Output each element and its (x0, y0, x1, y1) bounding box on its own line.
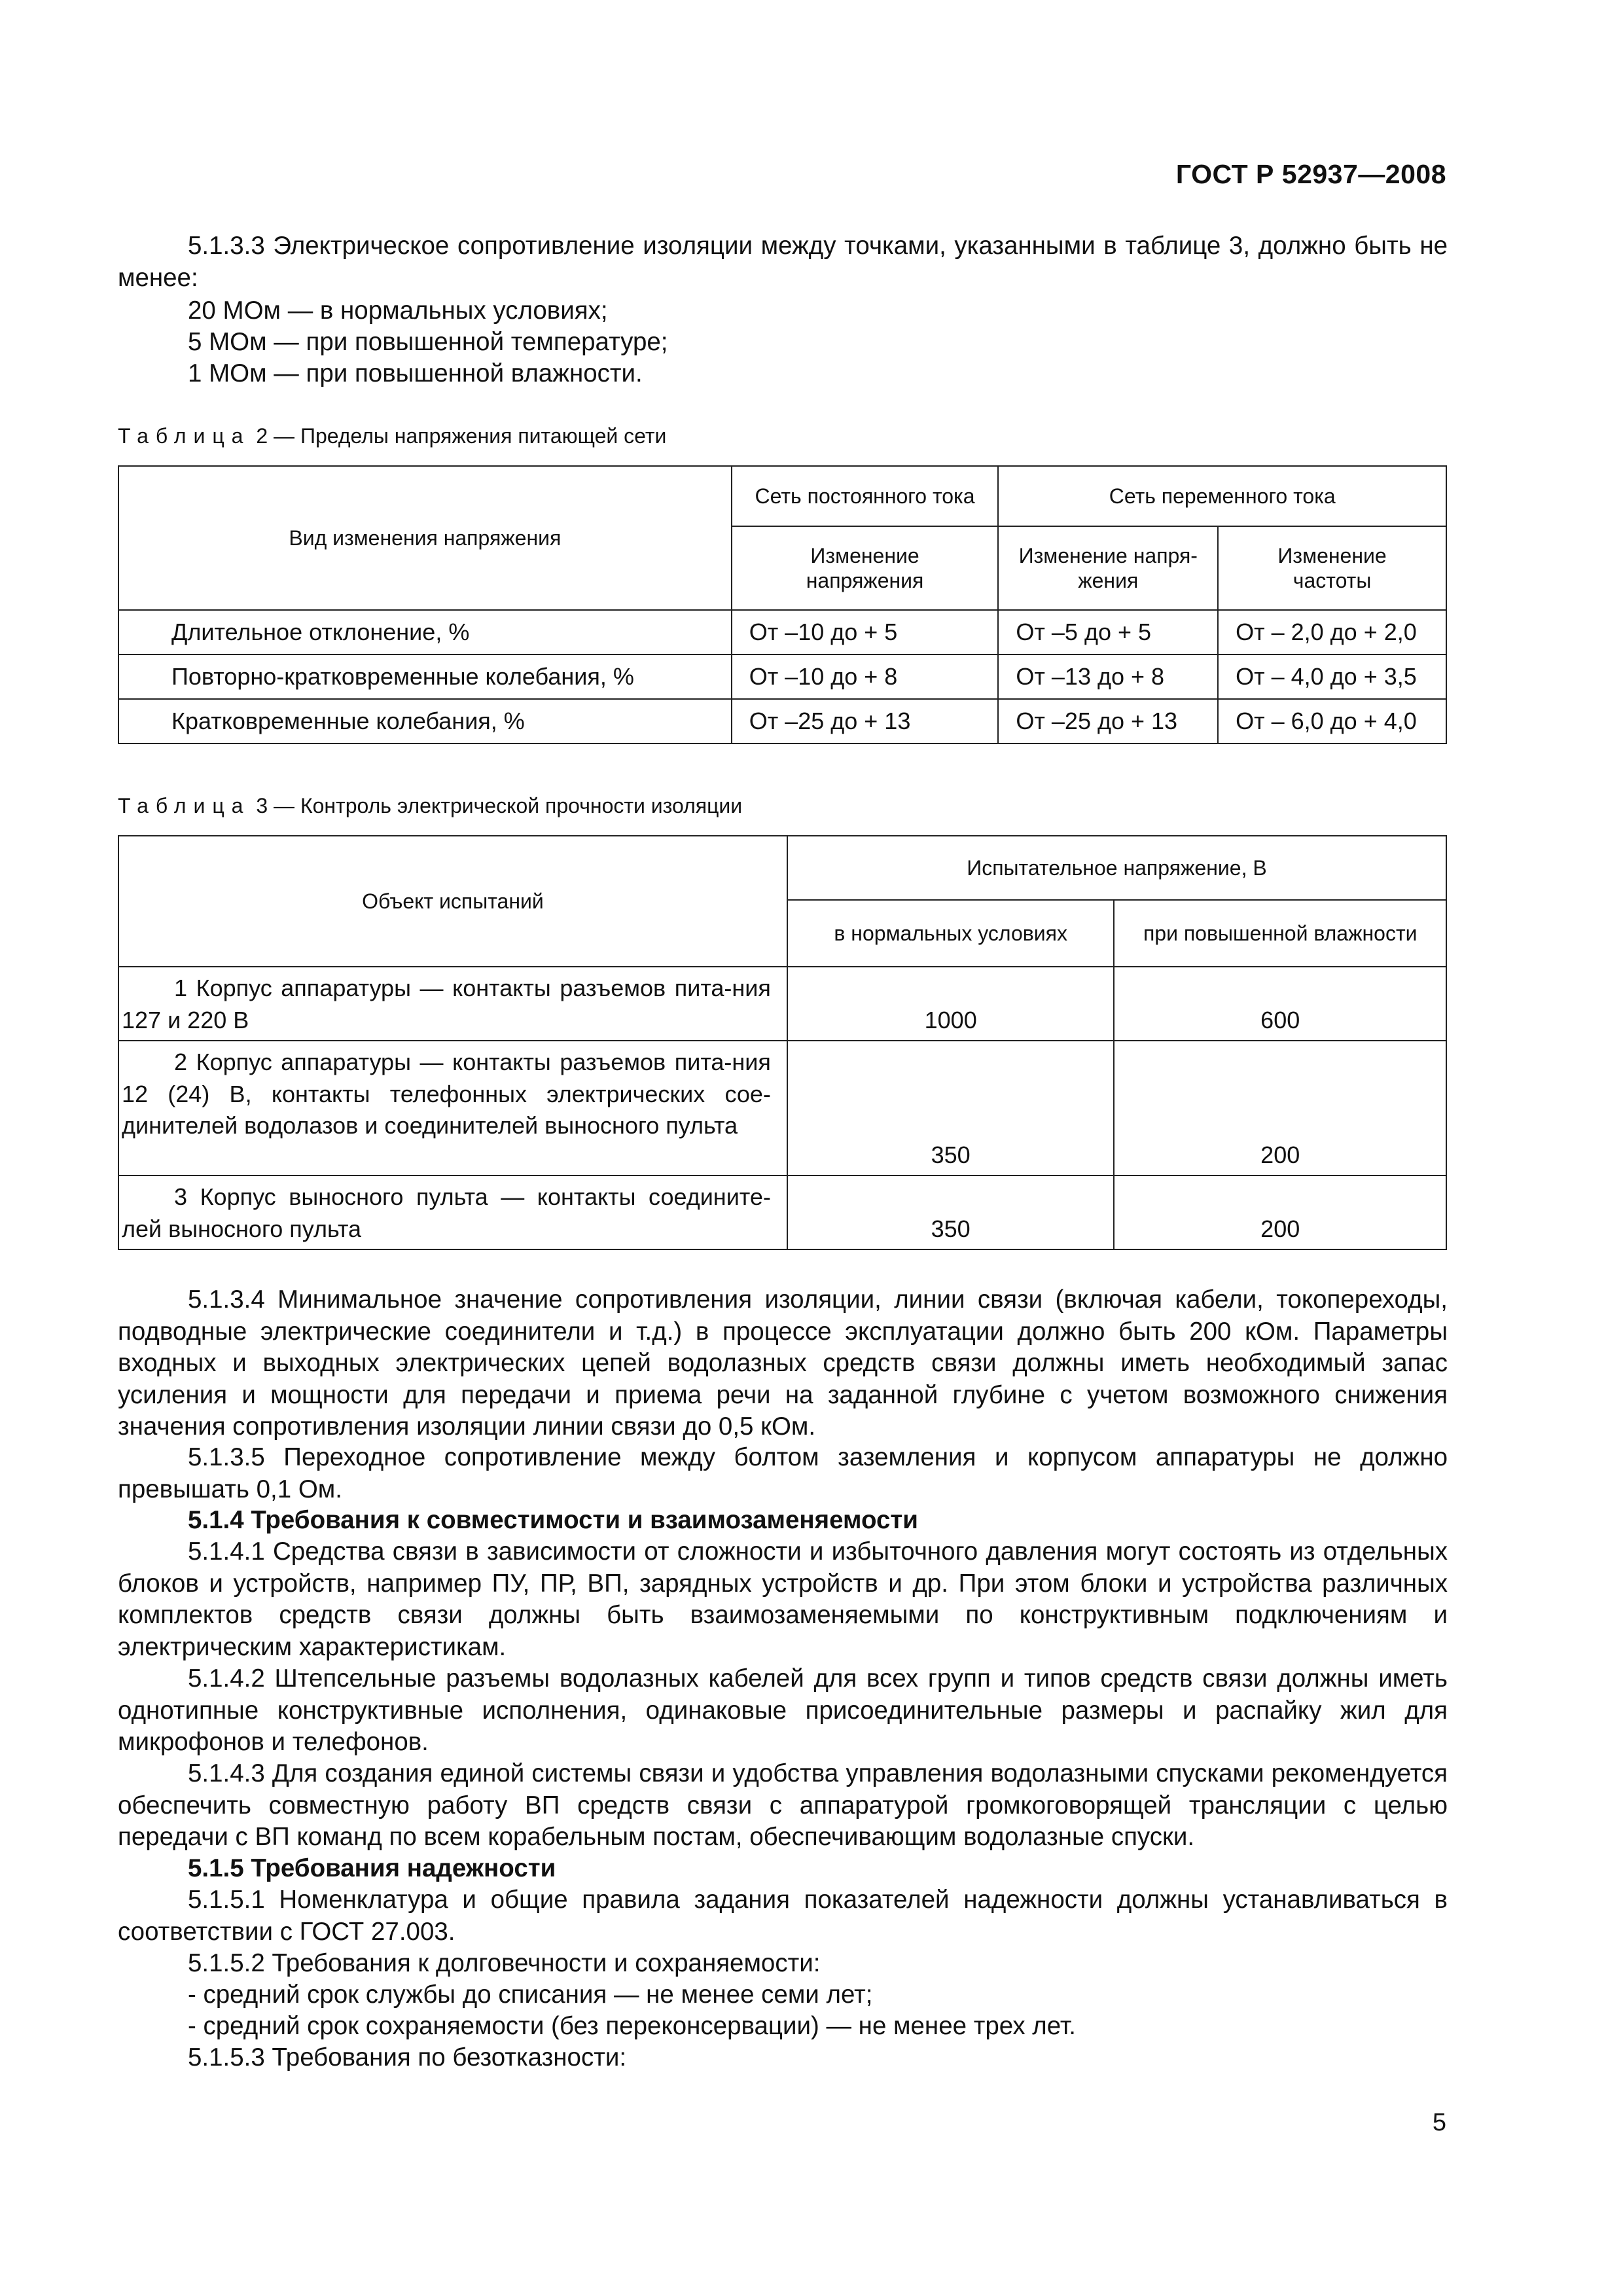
table-cell: От – 2,0 до + 2,0 (1218, 610, 1446, 655)
list-item: 5 МОм — при повышенной температуре; (188, 328, 668, 356)
header-cell: Сеть переменного тока (998, 466, 1446, 526)
table-cell: Длительное отклонение, % (118, 610, 732, 655)
header-cell: при повышенной влажности (1114, 900, 1446, 967)
paragraph-5-1-5-2: 5.1.5.2 Требования к долговечности и сохраняемости: (188, 1949, 821, 1977)
paragraph-5-1-3-3: 5.1.3.3 Электрическое сопротивление изоляции между точками, указанными в таблице 3, должно быть не менее: (118, 232, 1448, 292)
table-row (118, 655, 1446, 699)
header-cell: Сеть постоянного тока (732, 466, 999, 526)
paragraph-5-1-4-3: 5.1.4.3 Для создания единой системы связи и удобства управления водолазными спусками рекомендуется обеспечить совместную работу ВП средств связи с аппаратурой громкоговорящей трансляции с целью передачи с ВП команд по всем корабельным постам, обеспечивающим водолазные спуски. (118, 1759, 1448, 1851)
table-row (118, 967, 1446, 1041)
table-cell: От –10 до + 5 (732, 610, 999, 655)
table-voltage-limits (118, 465, 1447, 744)
table-cell: От –10 до + 8 (732, 655, 999, 699)
paragraph-5-1-4-2: 5.1.4.2 Штепсельные разъемы водолазных кабелей для всех групп и типов средств связи должны иметь однотипные конструктивные исполнения, одинаковые присоединительные размеры и распайку жил для микрофонов и телефонов. (118, 1664, 1448, 1756)
section-heading-5-1-4: 5.1.4 Требования к совместимости и взаимозаменяемости (188, 1506, 918, 1534)
caption-prefix: Таблица (118, 794, 251, 817)
table-cell: От – 6,0 до + 4,0 (1218, 699, 1446, 744)
list-item: - средний срок службы до списания — не менее семи лет; (188, 1981, 873, 2009)
paragraph-5-1-5-3: 5.1.5.3 Требования по безотказности: (188, 2043, 627, 2072)
paragraph-5-1-5-1: 5.1.5.1 Номенклатура и общие правила задания показателей надежности должны устанавливаться в соответствии с ГОСТ 27.003. (118, 1886, 1448, 1946)
table-row (118, 610, 1446, 655)
table-cell: Повторно-кратковременные колебания, % (118, 655, 732, 699)
table-cell: Кратковременные колебания, % (118, 699, 732, 744)
header-cell: Вид изменения напряжения (118, 466, 732, 610)
document-header: ГОСТ Р 52937—2008 (1175, 159, 1446, 189)
table-cell: 200 (1114, 1041, 1446, 1175)
table-cell: От –5 до + 5 (998, 610, 1218, 655)
table-cell: От – 4,0 до + 3,5 (1218, 655, 1446, 699)
section-heading-5-1-5: 5.1.5 Требования надежности (188, 1854, 556, 1882)
table-cell: От –25 до + 13 (998, 699, 1218, 744)
caption-text: 3 — Контроль электрической прочности изоляции (250, 794, 743, 817)
table-cell: 1000 (787, 967, 1115, 1041)
table-cell: 2 Корпус аппаратуры — контакты разъемов пита-ния 12 (24) В, контакты телефонных электрических сое-динителей водолазов и соединителей выносного пульта (118, 1041, 787, 1175)
table-row (118, 1175, 1446, 1249)
table-cell: 1 Корпус аппаратуры — контакты разъемов пита-ния 127 и 220 В (118, 967, 787, 1041)
list-item: 1 МОм — при повышенной влажности. (188, 359, 643, 387)
page-number: 5 (1432, 2109, 1446, 2136)
header-cell: Испытательное напряжение, В (787, 836, 1446, 900)
table-insulation-strength (118, 835, 1447, 1250)
table-cell: 200 (1114, 1175, 1446, 1249)
header-cell: Изменение напря-жения (998, 526, 1218, 610)
table-cell: 350 (787, 1041, 1115, 1175)
paragraph-5-1-3-5: 5.1.3.5 Переходное сопротивление между болтом заземления и корпусом аппаратуры не должно превышать 0,1 Ом. (118, 1443, 1448, 1503)
table-cell: 3 Корпус выносного пульта — контакты соедините-лей выносного пульта (118, 1175, 787, 1249)
table3-caption (118, 794, 742, 818)
table-cell: 350 (787, 1175, 1115, 1249)
paragraph-5-1-4-1: 5.1.4.1 Средства связи в зависимости от сложности и избыточного давления могут состоять из отдельных блоков и устройств, например ПУ, ПР, ВП, зарядных устройств и др. При этом блоки и устройства различных комплектов средств связи должны быть взаимозаменяемыми по конструктивным подключениям и электрическим характеристикам. (118, 1537, 1448, 1661)
table-row (118, 1041, 1446, 1175)
header-cell: в нормальных условиях (787, 900, 1115, 967)
table-row (118, 699, 1446, 744)
paragraph-5-1-3-4: 5.1.3.4 Минимальное значение сопротивления изоляции, линии связи (включая кабели, токопереходы, подводные электрические соединители и т.д.) в процессе эксплуатации должно быть 200 кОм. Параметры входных и выходных электрических цепей водолазных средств связи должны иметь необходимый запас усиления и мощности для передачи и приема речи на заданной глубине с учетом возможного снижения значения сопротивления изоляции линии связи до 0,5 кОм. (118, 1285, 1448, 1441)
table-cell: От –13 до + 8 (998, 655, 1218, 699)
header-cell: Объект испытаний (118, 836, 787, 967)
list-item: - средний срок сохраняемости (без переконсервации) — не менее трех лет. (188, 2012, 1076, 2040)
table-cell: 600 (1114, 967, 1446, 1041)
table-cell: От –25 до + 13 (732, 699, 999, 744)
list-item: 20 МОм — в нормальных условиях; (188, 296, 608, 325)
caption-text: 2 — Пределы напряжения питающей сети (250, 424, 667, 448)
header-cell: Изменение частоты (1218, 526, 1446, 610)
header-cell: Изменение напряжения (732, 526, 999, 610)
caption-prefix: Таблица (118, 424, 251, 448)
table2-caption (118, 424, 666, 448)
